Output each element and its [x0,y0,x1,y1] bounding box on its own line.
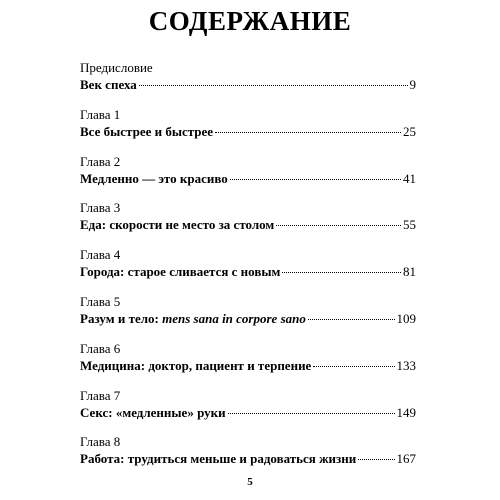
entry-title-text: Города: старое сливается с новым [80,264,281,280]
entry-title [80,357,311,374]
entry-label: Глава 3 [80,200,121,216]
dot-leader [308,319,395,320]
entry-label: Глава 8 [80,434,121,450]
dot-leader [358,459,394,460]
table-of-contents [80,60,416,481]
entry-title [80,450,356,467]
entry-label: Глава 7 [80,387,121,403]
entry-page-number: 25 [403,123,416,139]
dot-leader [282,272,401,273]
entry-title [80,123,213,140]
entry-line [80,450,416,467]
entry-page-number: 41 [403,170,416,186]
entry-page-number: 133 [396,357,416,373]
entry-label: Глава 4 [80,247,121,263]
dot-leader [228,413,395,414]
entry-label: Глава 6 [80,340,121,356]
entry-page-number: 109 [396,310,416,326]
entry-line [80,404,416,421]
toc-entry[interactable] [80,60,416,107]
entry-title [80,404,226,421]
entry-line [80,170,416,187]
entry-title [80,310,306,327]
toc-entry[interactable] [80,434,416,481]
entry-line [80,357,416,374]
toc-entry[interactable] [80,200,416,247]
entry-label: Глава 2 [80,153,121,169]
entry-title [80,170,228,187]
entry-page-number: 81 [403,264,416,280]
entry-line [80,263,416,280]
entry-title-text: Медленно — это красиво [80,170,228,186]
entry-title-text: Век спеха [80,77,137,92]
entry-title-italic: mens sana in corpore sano [162,310,306,326]
entry-title [80,216,274,233]
toc-entry[interactable] [80,341,416,388]
entry-title-text: Работа: трудиться меньше и радоваться жизни [80,451,357,467]
entry-title-text: Все быстрее и быстрее [80,123,214,139]
dot-leader [139,85,408,86]
entry-page-number: 55 [403,217,416,233]
entry-line [80,123,416,140]
entry-title-text: Секс: «медленные» руки [80,404,226,420]
toc-entry[interactable] [80,294,416,341]
page-number: 5 [247,476,253,488]
page-title: СОДЕРЖАНИЕ [148,6,352,36]
toc-entry[interactable] [80,107,416,154]
dot-leader [215,132,401,133]
entry-page-number: 9 [409,77,416,92]
dot-leader [230,179,401,180]
entry-title-text: Разум и тело: [80,310,163,326]
toc-entry[interactable] [80,247,416,294]
entry-page-number: 167 [396,451,416,467]
toc-entry[interactable] [80,388,416,435]
entry-label: Глава 5 [80,293,121,309]
entry-label: Глава 1 [80,106,121,122]
entry-title [80,263,280,280]
entry-line [80,216,416,233]
dot-leader [313,366,394,367]
entry-line [80,310,416,327]
dot-leader [276,225,401,226]
entry-title-text: Еда: скорости не место за столом [80,217,275,233]
entry-title-text: Медицина: доктор, пациент и терпение [80,357,312,373]
entry-label: Предисловие [80,60,153,75]
entry-title [80,76,137,93]
entry-page-number: 149 [396,404,416,420]
toc-entry[interactable] [80,154,416,201]
entry-line [80,76,416,93]
